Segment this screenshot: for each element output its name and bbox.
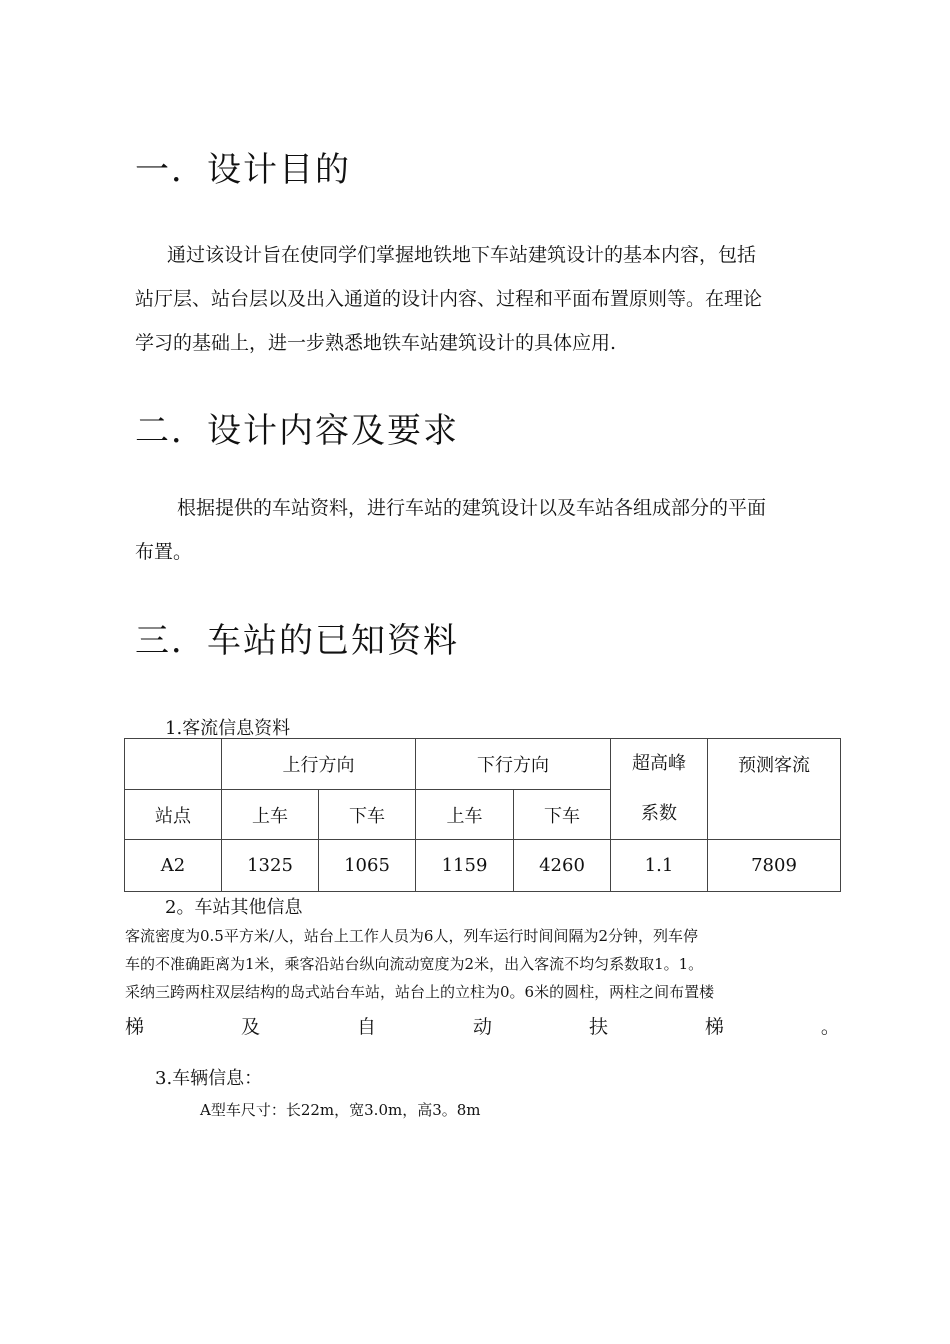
paragraph-line: 车的不准确距离为1米，乘客沿站台纵向流动宽度为2米，出入客流不均匀系数取1。1。 bbox=[125, 955, 704, 973]
char: 。 bbox=[820, 1016, 840, 1038]
section-heading-content: 二．设计内容及要求 bbox=[135, 411, 459, 451]
char: 梯 bbox=[704, 1016, 724, 1038]
char: 动 bbox=[472, 1016, 492, 1038]
cell-down-board: 1159 bbox=[416, 840, 514, 892]
purpose-paragraph bbox=[135, 233, 840, 365]
subheading-passenger-flow: 1.客流信息资料 bbox=[165, 718, 291, 739]
char: 及 bbox=[240, 1016, 260, 1038]
peak-factor-line2: 系数 bbox=[641, 803, 677, 824]
table-header-forecast: 预测客流 bbox=[708, 739, 841, 840]
char: 自 bbox=[356, 1016, 376, 1038]
table-header-up: 上行方向 bbox=[222, 739, 416, 790]
subheading-vehicle-info: 3.车辆信息： bbox=[155, 1068, 263, 1089]
peak-factor-line1: 超高峰 bbox=[632, 753, 686, 774]
table-header-up-board: 上车 bbox=[222, 790, 319, 840]
cell-station: A2 bbox=[125, 840, 222, 892]
paragraph-line: 根据提供的车站资料，进行车站的建筑设计以及车站各组成部分的平面 bbox=[177, 497, 767, 519]
other-info-paragraph bbox=[125, 922, 840, 1006]
table-header-station: 站点 bbox=[125, 790, 222, 840]
justified-last-line bbox=[125, 1012, 840, 1039]
table-header-empty bbox=[125, 739, 222, 790]
paragraph-line: 采纳三跨两柱双层结构的岛式站台车站，站台上的立柱为0。6米的圆柱，两柱之间布置楼 bbox=[125, 983, 715, 1001]
table-header-down-alight: 下车 bbox=[514, 790, 611, 840]
cell-down-alight: 4260 bbox=[514, 840, 611, 892]
passenger-flow-table bbox=[124, 738, 841, 892]
cell-factor: 1.1 bbox=[611, 840, 708, 892]
char: 梯 bbox=[125, 1016, 145, 1038]
cell-up-board: 1325 bbox=[222, 840, 319, 892]
table-header-down: 下行方向 bbox=[416, 739, 611, 790]
content-paragraph bbox=[135, 486, 840, 574]
table-header-peak-factor bbox=[611, 739, 708, 840]
paragraph-line: 布置。 bbox=[135, 541, 193, 563]
paragraph-line: 学习的基础上，进一步熟悉地铁车站建筑设计的具体应用. bbox=[135, 332, 617, 354]
table-header-down-board: 上车 bbox=[416, 790, 514, 840]
vehicle-dimensions: A型车尺寸：长22m，宽3.0m，高3。8m bbox=[200, 1101, 481, 1119]
paragraph-line: 通过该设计旨在使同学们掌握地铁地下车站建筑设计的基本内容，包括 bbox=[167, 244, 757, 266]
paragraph-line: 站厅层、站台层以及出入通道的设计内容、过程和平面布置原则等。在理论 bbox=[135, 288, 763, 310]
paragraph-line: 客流密度为0.5平方米/人，站台上工作人员为6人，列车运行时间间隔为2分钟，列车停 bbox=[125, 927, 698, 945]
cell-forecast: 7809 bbox=[708, 840, 841, 892]
cell-up-alight: 1065 bbox=[319, 840, 416, 892]
section-heading-known-data: 三．车站的已知资料 bbox=[135, 621, 459, 661]
table-header-up-alight: 下车 bbox=[319, 790, 416, 840]
section-heading-purpose: 一．设计目的 bbox=[135, 150, 351, 190]
char: 扶 bbox=[588, 1016, 608, 1038]
table-row bbox=[125, 840, 841, 892]
subheading-other-info: 2。车站其他信息 bbox=[165, 897, 303, 918]
